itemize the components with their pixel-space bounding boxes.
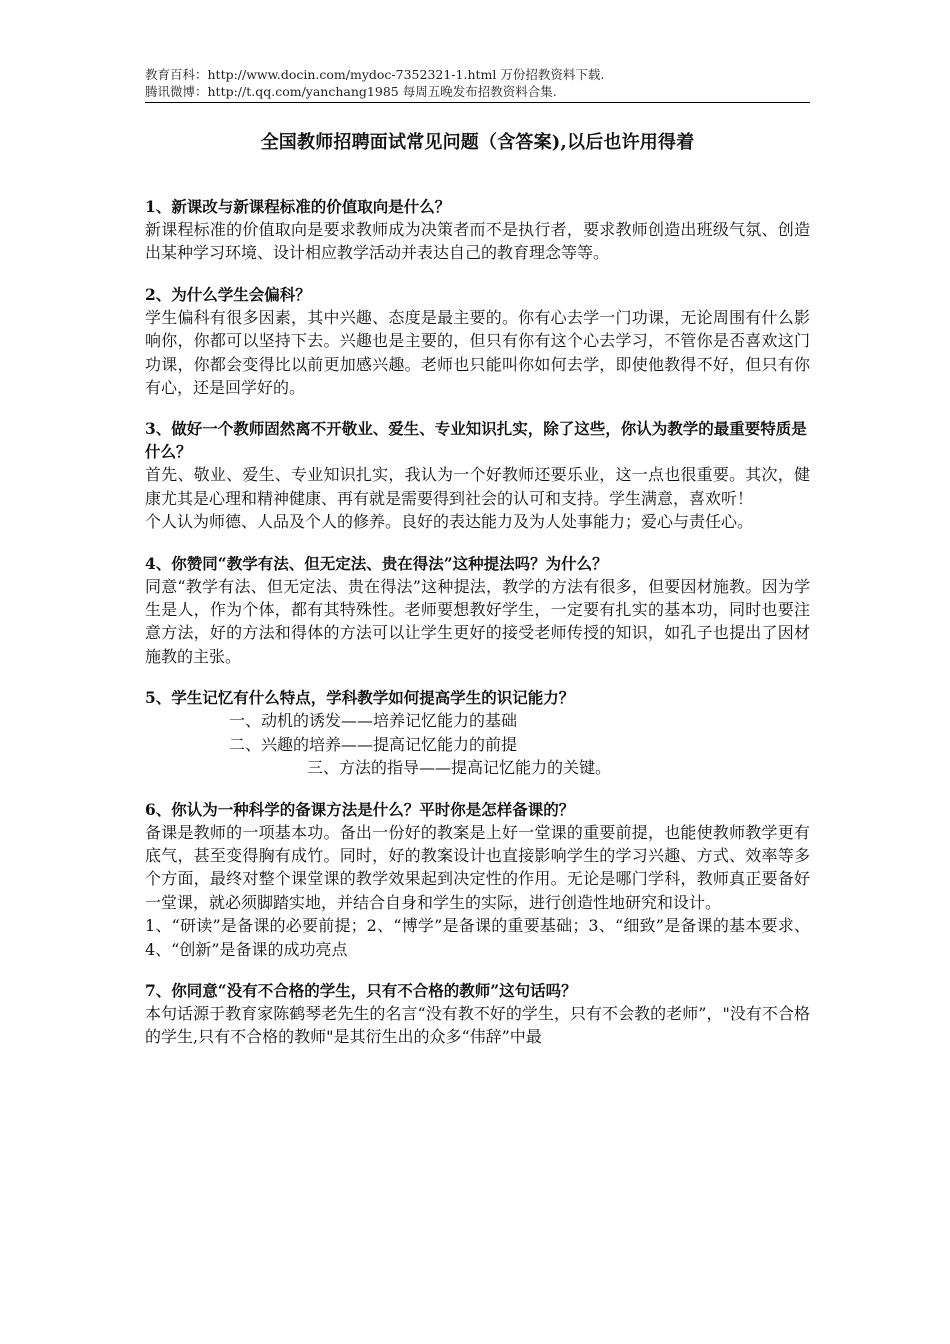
answer-5-item-1: 一、动机的诱发——培养记忆能力的基础 xyxy=(229,711,518,731)
header-docin-link-line: 教育百科：http://www.docin.com/mydoc-7352321-1.html 万份招教资料下载. xyxy=(145,67,605,82)
answer-1: 新课程标准的价值取向是要求教师成为决策者而不是执行者，要求教师创造出班级气氛、创造出某种学习环境、设计相应教学活动并表达自己的教育理念等等。 xyxy=(145,220,810,263)
answer-6-paragraph-1: 备课是教师的一项基本功。备出一份好的教案是上好一堂课的重要前提，也能使教师教学更有底气，甚至变得胸有成竹。同时，好的教案设计也直接影响学生的学习兴趣、方式、效率等多个方面，最终对整个课堂课的教学效果起到决定性的作用。无论是哪门学科，教师真正要备好一堂课，就必须脚踏实地，并结合自身和学生的实际，进行创造性地研究和设计。 xyxy=(145,822,810,912)
answer-3-paragraph-1: 首先、敬业、爱生、专业知识扎实，我认为一个好教师还要乐业，这一点也很重要。其次，健康尤其是心理和精神健康、再有就是需要得到社会的认可和支持。学生满意，喜欢听！ xyxy=(145,465,810,508)
question-4: 4、你赞同“教学有法、但无定法、贵在得法”这种提法吗？为什么？ xyxy=(145,553,608,573)
question-6: 6、你认为一种科学的备课方法是什么？平时你是怎样备课的？ xyxy=(145,799,575,819)
question-5: 5、学生记忆有什么特点，学科教学如何提高学生的识记能力？ xyxy=(145,688,575,708)
document-body xyxy=(145,195,810,1049)
answer-4: 同意“教学有法、但无定法、贵在得法”这种提法，教学的方法有很多，但要因材施教。因为学生是人，作为个体，都有其特殊性。老师要想教好学生，一定要有扎实的基本功，同时也要注意方法，好的方法和得体的方法可以让学生更好的接受老师传授的知识，如孔子也提出了因材施教的主张。 xyxy=(145,576,810,666)
question-3: 3、做好一个教师固然离不开敬业、爱生、专业知识扎实，除了这些，你认为教学的最重要特质是什么？ xyxy=(145,419,807,462)
document-page xyxy=(145,66,810,1049)
page-header xyxy=(145,66,810,103)
question-1: 1、新课改与新课程标准的价值取向是什么？ xyxy=(145,197,451,216)
answer-5-item-3: 三、方法的指导——提高记忆能力的关键。 xyxy=(307,758,612,778)
question-7: 7、你同意“没有不合格的学生，只有不合格的教师”这句话吗？ xyxy=(145,980,577,1000)
answer-3-paragraph-2: 个人认为师德、人品及个人的修养。良好的表达能力及为人处事能力；爱心与责任心。 xyxy=(145,512,754,532)
document-title: 全国教师招聘面试常见问题（含答案),以后也许用得着 xyxy=(260,132,695,153)
answer-5-item-2: 二、兴趣的培养——提高记忆能力的前提 xyxy=(229,734,518,754)
answer-6-paragraph-2: 1、“研读”是备课的必要前提；2、“博学”是备课的重要基础；3、“细致”是备课的基本要求、4、“创新”是备课的成功亮点 xyxy=(145,916,810,959)
answer-7: 本句话源于教育家陈鹤琴老先生的名言“没有教不好的学生，只有不会教的老师”，"没有不合格的学生,只有不合格的教师"是其衍生出的众多“伟辞”中最 xyxy=(145,1003,810,1047)
answer-2: 学生偏科有很多因素，其中兴趣、态度是最主要的。你有心去学一门功课，无论周围有什么影响你，你都可以坚持下去。兴趣也是主要的，但只有你有这个心去学习，不管你是否喜欢这门功课，你都会变得比以前更加感兴趣。老师也只能叫你如何去学，即使他教得不好，但只有你有心，还是回学好的。 xyxy=(145,307,810,398)
header-weibo-link-line: 腾讯微博：http://t.qq.com/yanchang1985 每周五晚发布招教资料合集. xyxy=(145,84,557,99)
question-2: 2、为什么学生会偏科？ xyxy=(145,284,311,304)
